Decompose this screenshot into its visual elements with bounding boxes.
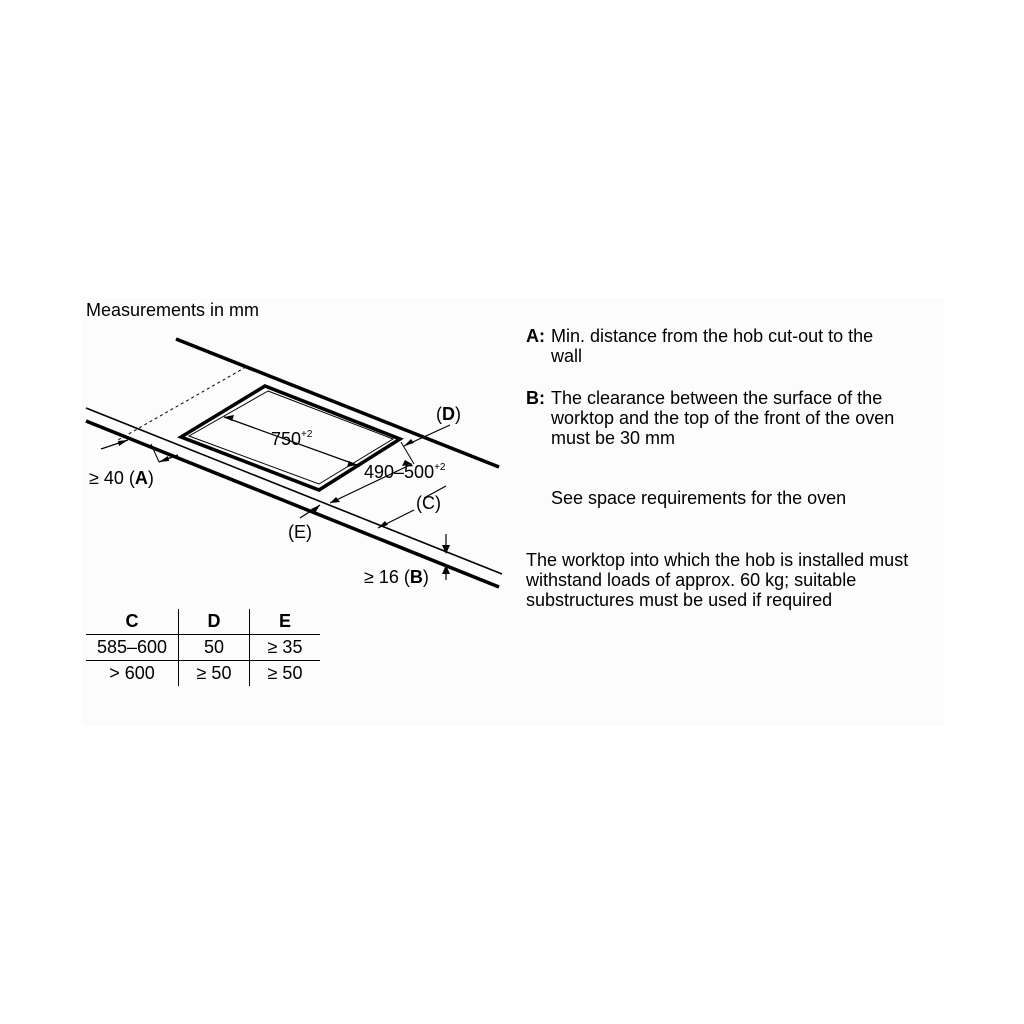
cutout-depth-label: $490-500^{+2}$ bbox=[364, 462, 446, 482]
dim-d-label: (D) bbox=[436, 404, 461, 424]
dim-a-arrow-2 bbox=[159, 456, 169, 462]
note-load: The worktop into which the hob is installed must withstand loads of approx. 60 kg; suitable substructures must be used if required bbox=[526, 550, 909, 610]
table-cell: 50 bbox=[179, 635, 250, 661]
note-a bbox=[526, 326, 906, 366]
note-a-text: Min. distance from the hob cut-out to the wall bbox=[551, 326, 874, 366]
note-b bbox=[526, 388, 906, 448]
table-cell: ≥ 50 bbox=[179, 661, 250, 687]
dim-a-arrow-1 bbox=[118, 440, 128, 446]
dim-d-arrow bbox=[404, 439, 414, 446]
note-a-key: A: bbox=[526, 326, 545, 346]
dim-a-ext bbox=[151, 444, 159, 462]
worktop-back-edge bbox=[176, 339, 499, 467]
dim-c-label: (C) bbox=[416, 493, 441, 513]
table-cell: ≥ 35 bbox=[250, 635, 321, 661]
dim-b-label: ≥ 16 (B) bbox=[364, 567, 429, 587]
table-row bbox=[86, 661, 320, 687]
note-oven: See space requirements for the oven bbox=[551, 488, 847, 508]
table-cell: ≥ 50 bbox=[250, 661, 321, 687]
table-header-c: C bbox=[125, 611, 139, 631]
table-cell: > 600 bbox=[86, 661, 179, 687]
table-cell: 585–600 bbox=[86, 635, 179, 661]
note-b-text: The clearance between the surface of the worktop and the top of the front of the oven must be 30 mm bbox=[551, 388, 895, 448]
table-header-d: D bbox=[179, 609, 250, 635]
note-b-key: B: bbox=[526, 388, 545, 408]
cutout-width-label: $750^{+2}$ bbox=[271, 429, 313, 449]
dim-490-arrow-bottom bbox=[330, 497, 340, 503]
dim-a-label: ≥ 40 (A) bbox=[89, 468, 154, 488]
dim-e-label: (E) bbox=[288, 522, 312, 542]
clearance-table bbox=[86, 609, 320, 686]
dim-490-ext bbox=[401, 442, 414, 464]
measurements-caption: Measurements in mm bbox=[86, 300, 260, 320]
table-header-e: E bbox=[250, 609, 321, 635]
table-row bbox=[86, 635, 320, 661]
